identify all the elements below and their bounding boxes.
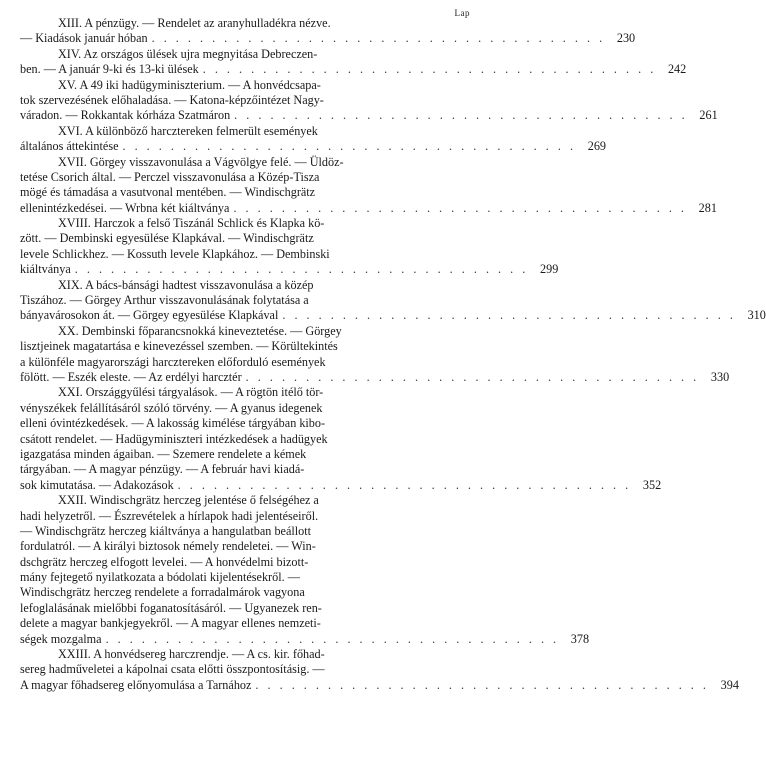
toc-line [20,247,470,262]
dot-leader: . . . . . . . . . . . . . . . . . . . . . . . . . . . . . . . . . . . . . . [177,477,632,492]
table-of-contents [20,16,766,693]
toc-line-text: levele Schlickhez. — Kossuth levele Klapkához. — Dembinski [20,246,330,261]
toc-entry [20,647,739,693]
page-number: 269 [587,139,606,154]
toc-line-text: XVI. A különböző harcztereken felmerült események [58,123,318,138]
dot-leader: . . . . . . . . . . . . . . . . . . . . . . . . . . . . . . . . . . . . . . [105,631,560,646]
toc-entry [20,154,717,217]
toc-line [20,339,470,354]
toc-line-text: sereg hadműveletei a kápolnai csata előtti összpontosításig. — [20,662,325,677]
toc-line-text: ben. — A január 9-ki és 13-ki ülések [20,62,199,77]
dot-leader: . . . . . . . . . . . . . . . . . . . . . . . . . . . . . . . . . . . . . . [282,308,736,323]
toc-line-text: ellenintézkedései. — Wrbna két kiáltványa [20,200,230,215]
toc-line-text: igazgatása minden ágaiban. — Szemere rendelete a kémek [20,446,307,461]
toc-line-text: általános áttekintése [20,139,119,154]
toc-line [20,631,590,647]
toc-line-text: delete a magyar bankjegyekről. — A magyar ellenes nemzeti- [20,616,321,631]
dot-leader: . . . . . . . . . . . . . . . . . . . . . . . . . . . . . . . . . . . . . . [151,31,606,46]
toc-line-text: XV. A 49 iki hadügyminiszterium. — A honvédcsapa- [58,77,321,92]
dot-leader: . . . . . . . . . . . . . . . . . . . . . . . . . . . . . . . . . . . . . . [233,200,687,215]
page-number: 261 [699,108,718,123]
toc-line-text: XVIII. Harczok a felső Tiszánál Schlick és Klapka kö- [58,216,325,231]
toc-line [20,616,470,631]
toc-line [20,31,636,46]
toc-line-text: XXII. Windischgrätz herczeg jelentése ő felségéhez a [58,493,319,508]
toc-line-text: dschgrätz herczeg elfogott levelei. — A honvédelmi bizott- [20,554,309,569]
toc-line-text: — Kiadások január hóban [20,31,148,46]
toc-line [20,570,470,585]
toc-line [20,231,470,246]
toc-line [20,416,470,431]
toc-line-text: Windischgrätz herczeg rendelete a forradalmárok vagyona [20,585,305,600]
page-number: 378 [570,631,590,646]
toc-line [20,493,470,508]
toc-line [20,324,470,339]
dot-leader: . . . . . . . . . . . . . . . . . . . . . . . . . . . . . . . . . . . . . . [245,369,700,384]
toc-line-text: kiáltványa [20,262,71,277]
toc-line-text: tok szervezésének előhaladása. — Katona-képzőintézet Nagy- [20,92,324,107]
page-number: 242 [667,62,687,77]
toc-line-text: XIX. A bács-bánsági hadtest visszavonulása a közép [58,277,314,292]
toc-line-text: zött. — Dembinski egyesülése Klapkával. — Windischgrätz [20,231,314,246]
toc-line [20,200,717,216]
toc-line [20,47,470,62]
toc-entry [20,493,590,647]
toc-line [20,170,470,185]
toc-line-text: lefoglalásának mielőbbi foganatosításáról. — Ugyanezek ren- [20,600,322,615]
page-number: 352 [642,477,662,492]
toc-line-text: A magyar főhadsereg előnyomulása a Tarnához [20,677,252,692]
toc-line [20,216,470,231]
toc-line-text: a különféle magyarországi harcztereken előforduló események [20,354,326,369]
toc-entry [20,277,766,324]
toc-line [20,278,470,293]
page-number: 394 [720,677,739,692]
toc-line [20,62,687,77]
toc-line [20,16,470,31]
toc-entry [20,123,606,155]
toc-line-text: XIII. A pénzügy. — Rendelet az aranyhulladékra nézve. [58,16,331,30]
toc-line [20,647,470,662]
page-column-heading: Lap [454,8,470,18]
toc-entry [20,46,687,78]
toc-line [20,108,718,123]
dot-leader: . . . . . . . . . . . . . . . . . . . . . . . . . . . . . . . . . . . . . . [255,677,709,692]
page-number: 299 [540,262,559,277]
toc-line [20,185,470,200]
toc-line-text: Tiszához. — Görgey Arthur visszavonulásának folytatása a [20,293,309,308]
dot-leader: . . . . . . . . . . . . . . . . . . . . . . . . . . . . . . . . . . . . . . [74,262,529,277]
toc-line-text: fölött. — Eszék eleste. — Az erdélyi harcztér [20,369,242,384]
toc-line-text: XXIII. A honvédsereg harczrendje. — A cs. kir. főhad- [58,647,325,662]
toc-line-text: — Windischgrätz herczeg kiáltványa a hangulatban beállott [20,523,311,538]
toc-line-text: mögé és támadása a vasutvonal mentében. — Windischgrätz [20,185,316,200]
toc-line-text: elleni óvintézkedések. — A lakosság kimélése tárgyában kibo- [20,416,326,431]
toc-line-text: hadi helyzetről. — Észrevételek a hírlapok hadi jelentéseiről. [20,508,319,523]
toc-line-text: XXI. Országgyűlési tárgyalások. — A rögtön itélő tör- [58,385,324,400]
toc-line [20,139,606,154]
toc-line-text: fordulatról. — A királyi biztosok némely rendeletei. — Win- [20,539,316,554]
toc-line-text: XX. Dembinski főparancsnokká kineveztetése. — Görgey [58,323,342,338]
dot-leader: . . . . . . . . . . . . . . . . . . . . . . . . . . . . . . . . . . . . . . [122,139,576,154]
toc-line-text: vényszékek felállításáról szóló törvény. — A gyanus idegenek [20,400,323,415]
toc-line [20,524,470,539]
page-number: 330 [710,369,730,384]
toc-line [20,662,470,677]
toc-line-text: tárgyában. — A magyar pénzügy. — A február havi kiadá- [20,462,305,477]
toc-line [20,78,470,93]
dot-leader: . . . . . . . . . . . . . . . . . . . . . . . . . . . . . . . . . . . . . . [202,62,657,77]
toc-line-text: csátott rendelet. — Hadügyminiszteri intézkedések a hadügyek [20,431,328,446]
toc-line [20,369,730,385]
toc-line [20,462,470,477]
toc-entry [20,77,718,124]
toc-line [20,308,766,323]
toc-line [20,293,470,308]
toc-line [20,385,470,400]
toc-line [20,539,470,554]
page-number: 310 [747,308,766,323]
toc-line [20,601,470,616]
toc-line [20,677,739,693]
toc-line-text: ségek mozgalma [20,631,102,646]
toc-line [20,432,470,447]
toc-line [20,155,470,170]
toc-entry [20,216,559,278]
page-number: 230 [616,31,636,46]
toc-line-text: tetése Csorich által. — Perczel visszavonulása a Közép-Tisza [20,169,320,184]
toc-entry [20,16,636,47]
toc-line-text: váradon. — Rokkantak kórháza Szatmáron [20,108,231,123]
toc-line-text: mány fejtegető nyilatkozata a bódolati kijelentésekről. — [20,570,300,585]
toc-line [20,262,559,277]
toc-entry [20,385,662,493]
toc-line [20,585,470,600]
dot-leader: . . . . . . . . . . . . . . . . . . . . . . . . . . . . . . . . . . . . . . [234,108,688,123]
toc-line-text: XVII. Görgey visszavonulása a Vágvölgye felé. — Üldöz- [58,154,344,169]
toc-line [20,355,470,370]
toc-line [20,477,662,493]
toc-line [20,555,470,570]
toc-entry [20,323,730,386]
toc-line [20,401,470,416]
toc-line [20,93,470,108]
toc-line-text: bányavárosokon át. — Görgey egyesülése Klapkával [20,308,279,323]
toc-line [20,124,470,139]
page-number: 281 [698,200,717,215]
toc-line-text: lisztjeinek magatartása e kinevezéssel szemben. — Körültekintés [20,339,338,354]
toc-line-text: sok kimutatása. — Adakozások [20,477,174,492]
toc-line [20,447,470,462]
toc-line [20,509,470,524]
toc-line-text: XIV. Az országos ülések ujra megnyitása Debreczen- [58,46,318,61]
